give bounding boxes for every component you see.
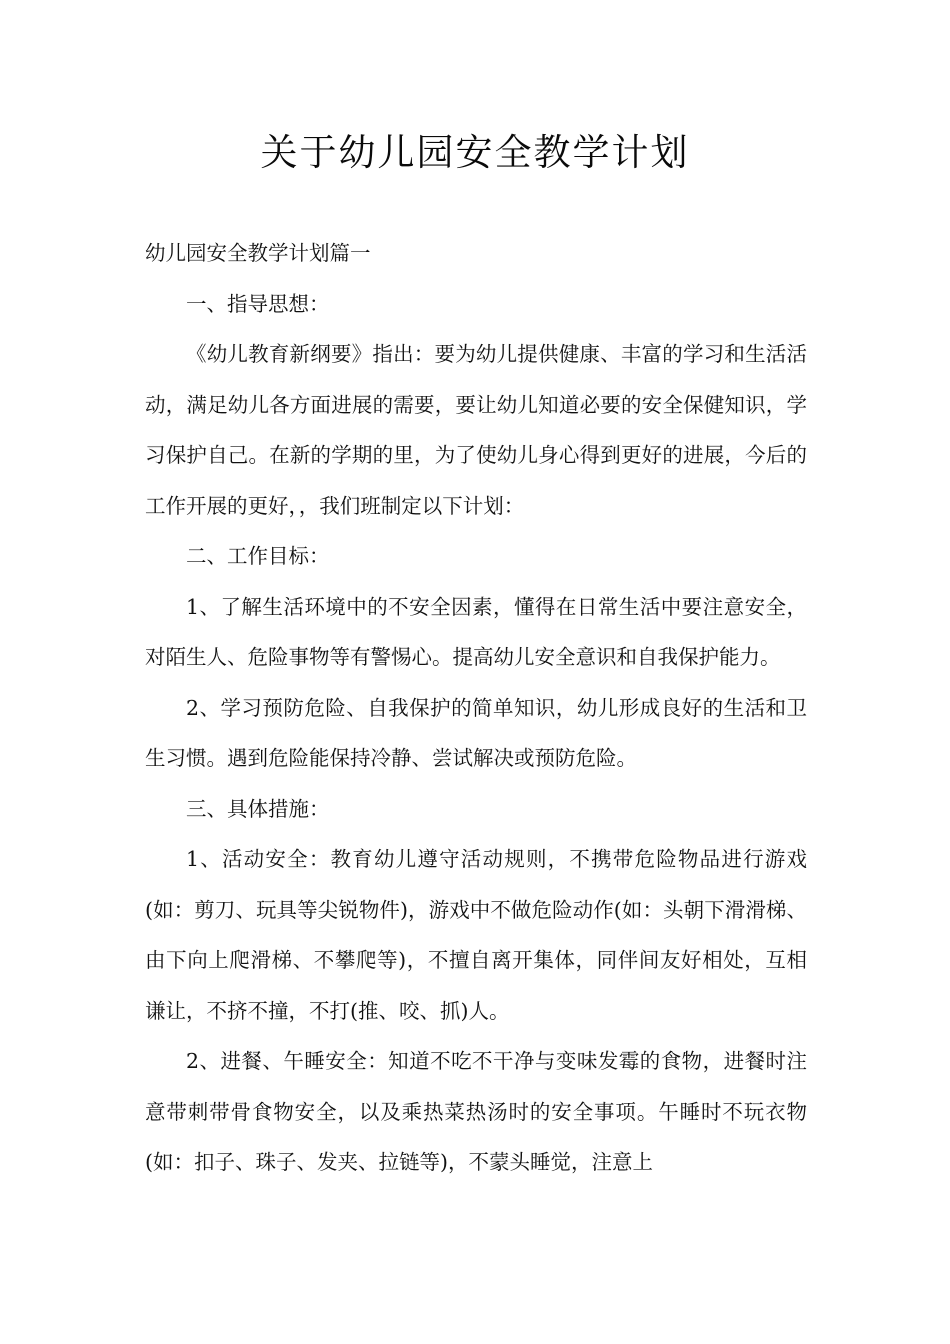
paragraph-guiding-ideology-heading: 一、指导思想： — [186, 291, 330, 316]
paragraph-goal-1: 1、了解生活环境中的不安全因素，懂得在日常生活中要注意安全，对陌生人、危险事物等有警惕心。提高幼儿安全意识和自我保护能力。 — [145, 594, 807, 669]
paragraph-measure-2: 2、进餐、午睡安全：知道不吃不干净与变味发霉的食物，进餐时注意带刺带骨食物安全，以及乘热菜热汤时的安全事项。午睡时不玩衣物(如：扣子、珠子、发夹、拉链等)，不蒙头睡觉，注意上 — [145, 1049, 807, 1174]
section-heading: 幼儿园安全教学计划篇一 — [145, 241, 371, 265]
paragraph-work-goals-heading: 二、工作目标： — [186, 544, 330, 568]
paragraph-measures-heading: 三、具体措施： — [186, 796, 330, 821]
paragraph-measure-1: 1、活动安全：教育幼儿遵守活动规则，不携带危险物品进行游戏(如：剪刀、玩具等尖锐物件)，游戏中不做危险动作(如：头朝下滑滑梯、由下向上爬滑梯、不攀爬等)，不擅自离开集体，同伴间友好相处，互相谦让，不挤不撞，不打(推、咬、抓)人。 — [145, 847, 807, 1023]
paragraph-guiding-ideology: 《幼儿教育新纲要》指出：要为幼儿提供健康、丰富的学习和生活活动，满足幼儿各方面进展的需要，要让幼儿知道必要的安全保健知识，学习保护自己。在新的学期的里，为了使幼儿身心得到更好的进展，今后的工作开展的更好，，我们班制定以下计划： — [145, 342, 807, 518]
document-body — [145, 228, 807, 1188]
paragraph-goal-2: 2、学习预防危险、自我保护的简单知识，幼儿形成良好的生活和卫生习惯。遇到危险能保持冷静、尝试解决或预防危险。 — [145, 695, 807, 770]
document-title: 关于幼儿园安全教学计划 — [260, 131, 690, 174]
